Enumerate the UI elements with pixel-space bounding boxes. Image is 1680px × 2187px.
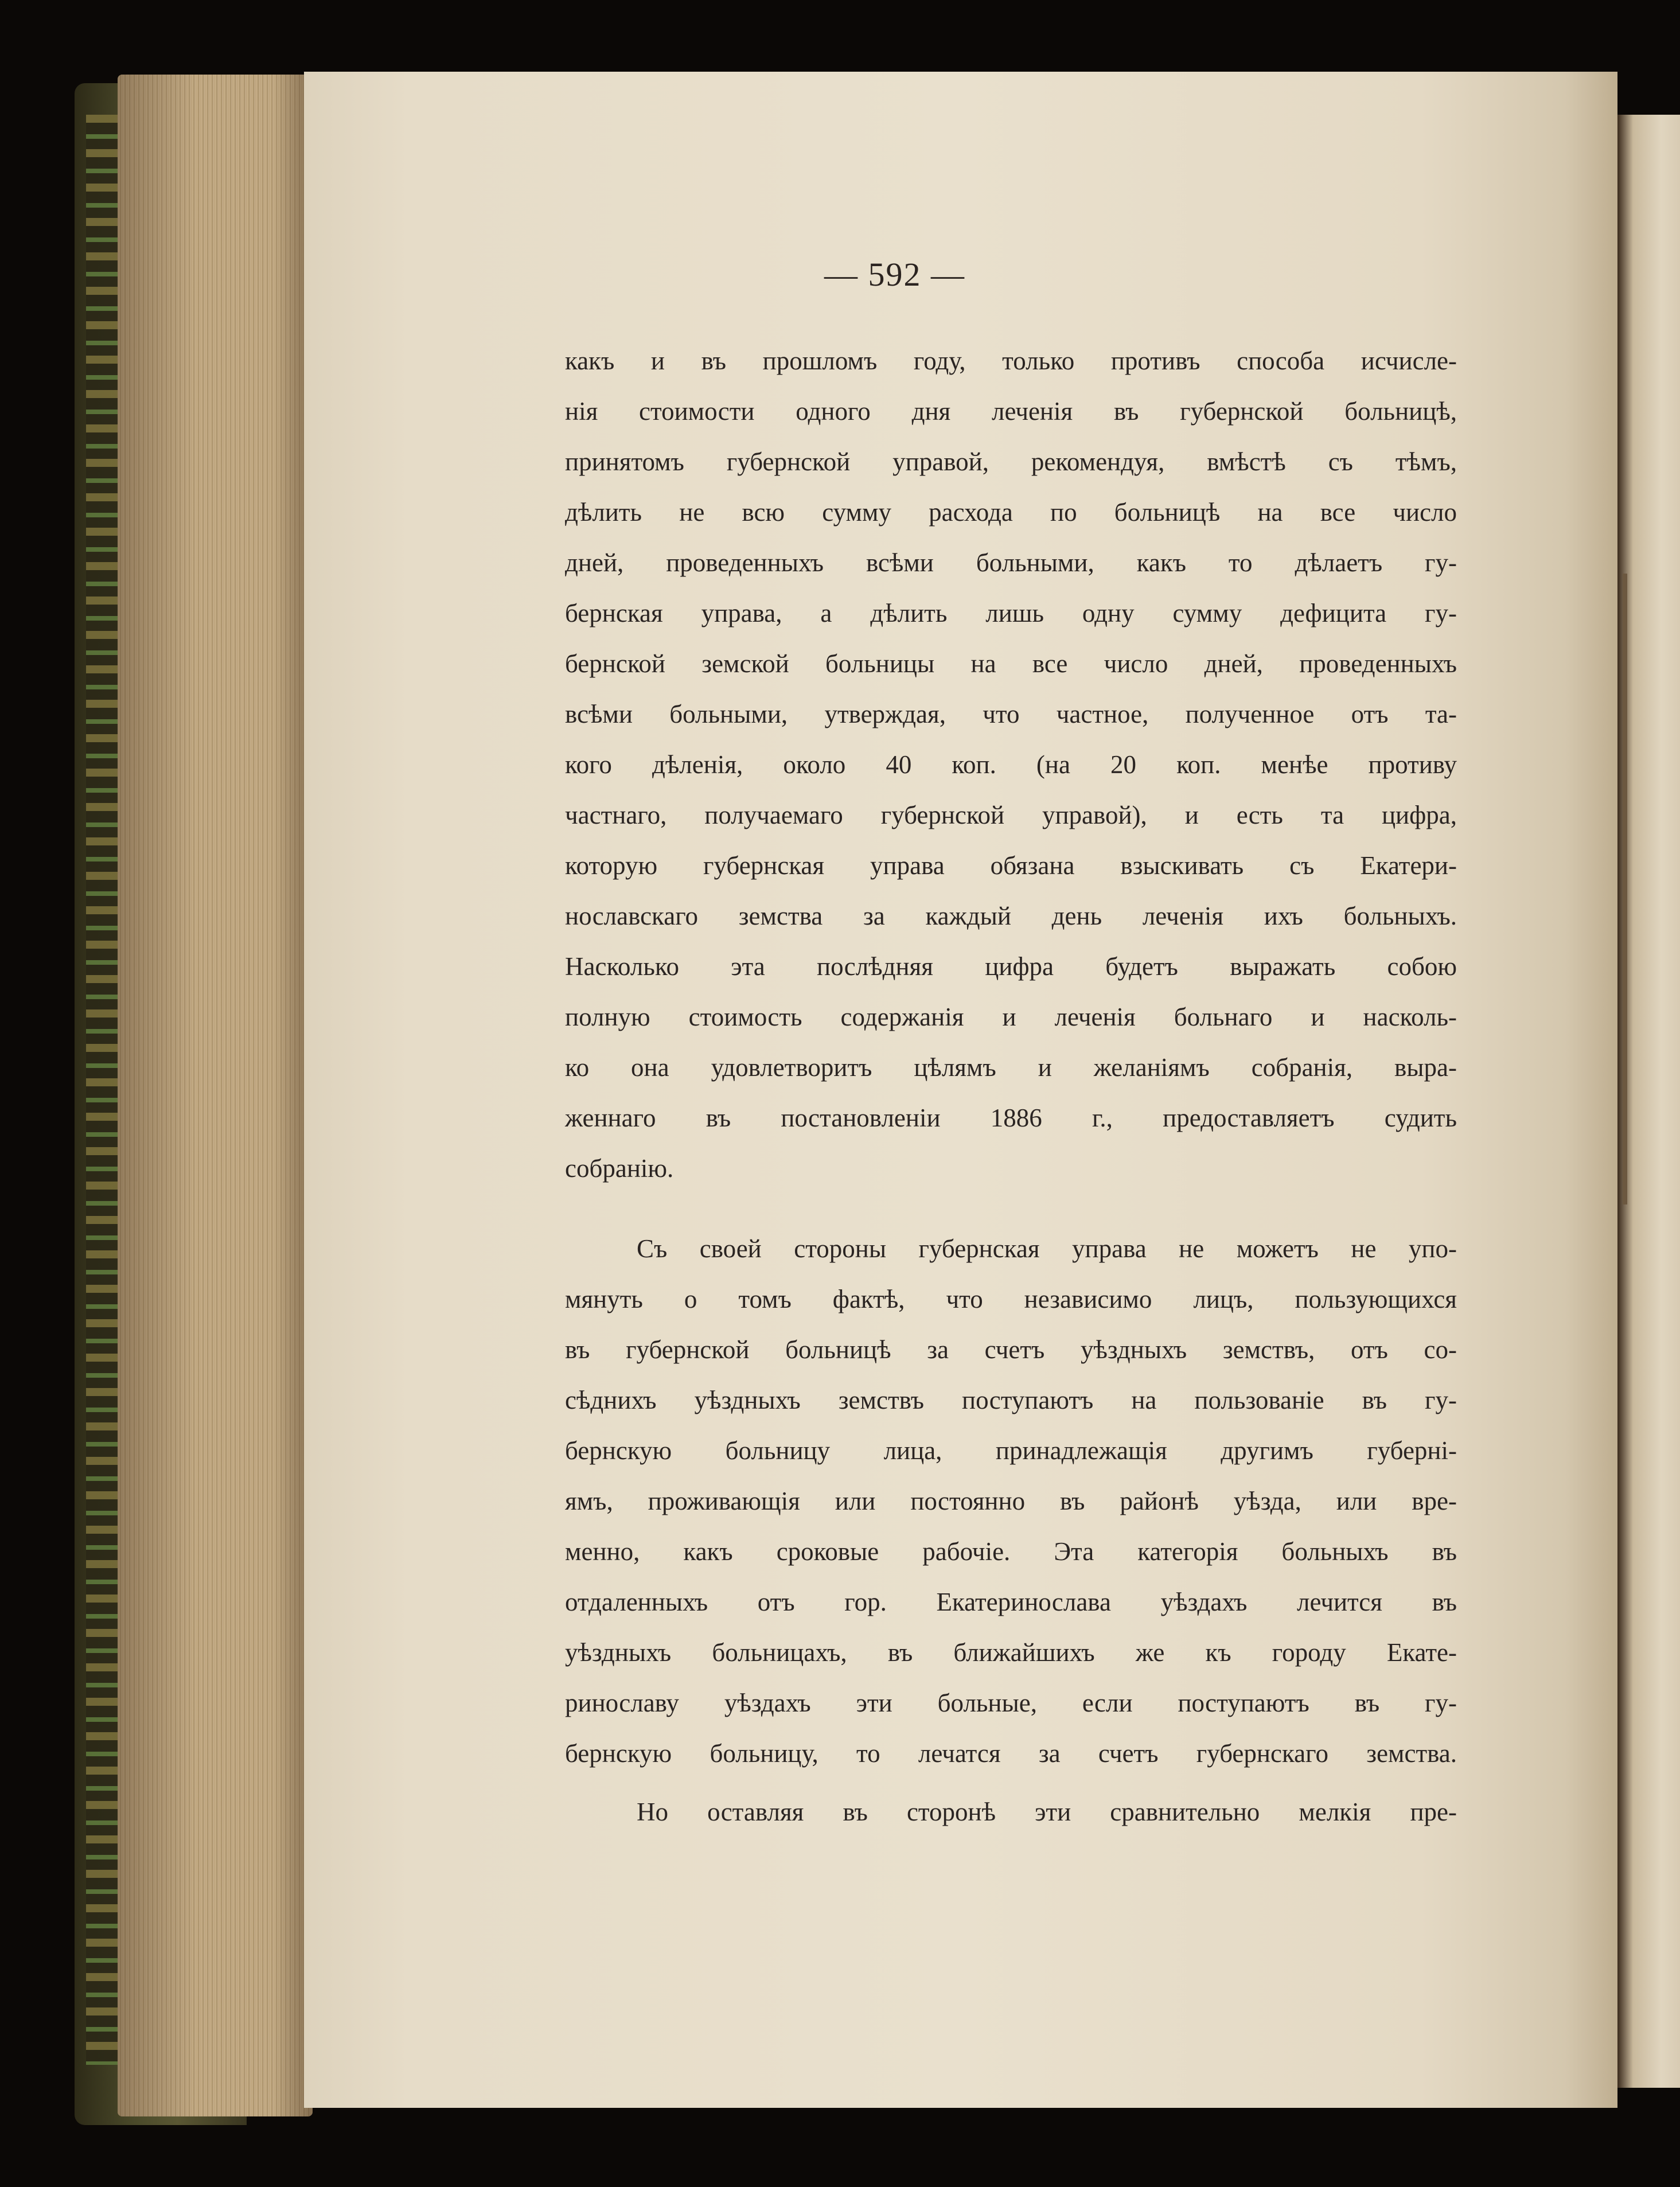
text-line: Но оставляя въ сторонѣ эти сравнительно мелкія пре-	[637, 1798, 1457, 1826]
text-line: которую губернская управа обязана взыскивать съ Екатери-	[565, 851, 1457, 880]
text-line: ямъ, проживающія или постоянно въ районѣ уѣзда, или вре-	[565, 1487, 1457, 1515]
opposite-page-shadow	[1623, 574, 1627, 1204]
text-line: полную стоимость содержанія и леченія больнаго и насколь-	[565, 1003, 1457, 1031]
text-line: мянуть о томъ фактѣ, что независимо лицъ, пользующихся	[565, 1285, 1457, 1313]
paragraph	[565, 336, 1457, 1194]
text-line: бернская управа, а дѣлить лишь одну сумму дефицита гу-	[565, 599, 1457, 627]
text-line: ко она удовлетворитъ цѣлямъ и желаніямъ собранія, выра-	[565, 1053, 1457, 1082]
text-line: бернскую больницу лица, принадлежащія другимъ губерні-	[565, 1436, 1457, 1465]
text-line: Съ своей стороны губернская управа не можетъ не упо-	[637, 1234, 1457, 1263]
text-line: бернской земской больницы на все число дней, проведенныхъ	[565, 649, 1457, 678]
paragraph-gap	[565, 1779, 1457, 1787]
text-line: нославскаго земства за каждый день леченія ихъ больныхъ.	[565, 902, 1457, 930]
text-line: сѣднихъ уѣздныхъ земствъ поступаютъ на пользованіе въ гу-	[565, 1386, 1457, 1414]
text-line: частнаго, получаемаго губернской управой), и есть та цифра,	[565, 801, 1457, 829]
page-number: — 592 —	[824, 256, 965, 293]
text-line: кого дѣленія, около 40 коп. (на 20 коп. менѣе противу	[565, 750, 1457, 779]
text-line: нія стоимости одного дня леченія въ губернской больницѣ,	[565, 397, 1457, 426]
paragraph-gap	[565, 1194, 1457, 1223]
text-line: дней, проведенныхъ всѣми больными, какъ то дѣлаетъ гу-	[565, 548, 1457, 577]
paragraph	[565, 1223, 1457, 1779]
text-line: дѣлить не всю сумму расхода по больницѣ на все число	[565, 498, 1457, 527]
page-block-shadow	[118, 75, 313, 2116]
text-line: принятомъ губернской управой, рекомендуя, вмѣстѣ съ тѣмъ,	[565, 447, 1457, 476]
text-line: женнаго въ постановленіи 1886 г., предоставляетъ судить	[565, 1104, 1457, 1132]
page-text	[565, 336, 1457, 1837]
text-line: отдаленныхъ отъ гор. Екатеринослава уѣздахъ лечится въ	[565, 1588, 1457, 1616]
text-line: Насколько эта послѣдняя цифра будетъ выражать собою	[565, 952, 1457, 981]
text-line: менно, какъ сроковые рабочіе. Эта категорія больныхъ въ	[565, 1537, 1457, 1566]
text-line: уѣздныхъ больницахъ, въ ближайшихъ же къ городу Екате-	[565, 1638, 1457, 1667]
paragraph	[565, 1787, 1457, 1837]
text-line: бернскую больницу, то лечатся за счетъ губернскаго земства.	[565, 1739, 1457, 1768]
text-line: въ губернской больницѣ за счетъ уѣздныхъ земствъ, отъ со-	[565, 1335, 1457, 1364]
text-line: какъ и въ прошломъ году, только противъ способа исчисле-	[565, 346, 1457, 375]
text-line: собранію.	[565, 1154, 674, 1183]
text-line: всѣми больными, утверждая, что частное, полученное отъ та-	[565, 700, 1457, 728]
text-line: ринославу уѣздахъ эти больные, если поступаютъ въ гу-	[565, 1689, 1457, 1717]
